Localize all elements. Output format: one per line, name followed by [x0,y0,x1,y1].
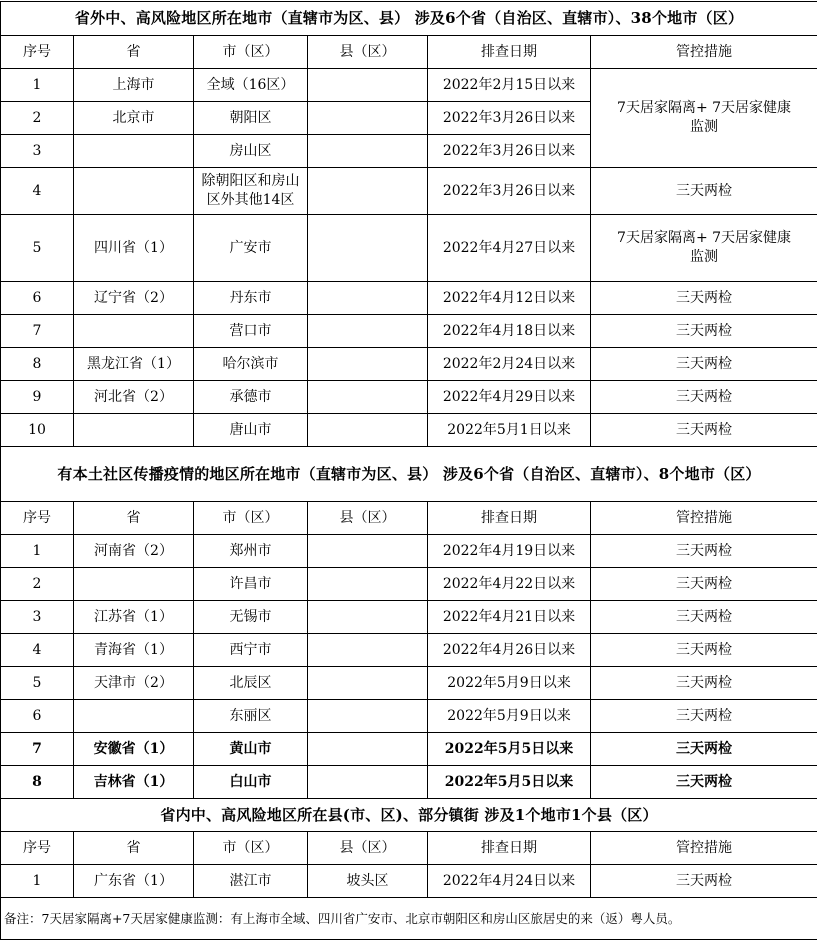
row-measure: 三天两检 [591,348,817,381]
row-no: 4 [1,634,74,667]
row-province [74,168,194,215]
header-city: 市（区） [194,36,308,69]
row-county [308,634,428,667]
header-measure: 管控措施 [591,36,817,69]
row-no: 3 [1,135,74,168]
table-row [1,348,817,381]
row-city: 全域（16区） [194,69,308,102]
header-no: 序号 [1,832,74,865]
row-date: 2022年2月15日以来 [428,69,591,102]
row-no: 1 [1,865,74,898]
row-county [308,315,428,348]
row-city: 朝阳区 [194,102,308,135]
table-row [1,700,817,733]
header-city: 市（区） [194,502,308,535]
row-no: 9 [1,381,74,414]
row-city: 湛江市 [194,865,308,898]
table-row [1,601,817,634]
row-measure-text: 7天居家隔离+ 7天居家健康监测 [617,230,791,265]
row-date: 2022年4月29日以来 [428,381,591,414]
row-measure: 三天两检 [591,381,817,414]
header-date: 排查日期 [428,832,591,865]
row-no: 3 [1,601,74,634]
row-measure: 三天两检 [591,535,817,568]
row-date: 2022年5月1日以来 [428,414,591,447]
header-city: 市（区） [194,832,308,865]
row-no: 2 [1,568,74,601]
row-date: 2022年4月19日以来 [428,535,591,568]
row-no: 10 [1,414,74,447]
header-measure: 管控措施 [591,832,817,865]
header-date: 排查日期 [428,36,591,69]
row-county [308,601,428,634]
table-row [1,381,817,414]
row-city: 承德市 [194,381,308,414]
row-city: 东丽区 [194,700,308,733]
row-no: 8 [1,348,74,381]
section1-title-row [1,2,817,36]
row-no: 5 [1,667,74,700]
row-county [308,766,428,799]
row-county: 坡头区 [308,865,428,898]
row-province [74,414,194,447]
table-row [1,733,817,766]
row-measure: 三天两检 [591,282,817,315]
row-county [308,102,428,135]
row-no: 7 [1,733,74,766]
row-county [308,568,428,601]
section2-title-row [1,447,817,502]
section1-header-row [1,36,817,69]
row-province: 上海市 [74,69,194,102]
table-row [1,634,817,667]
row-date: 2022年4月26日以来 [428,634,591,667]
note-row [1,898,817,940]
row-province: 青海省（1） [74,634,194,667]
row-province [74,135,194,168]
row-province: 广东省（1） [74,865,194,898]
row-county [308,414,428,447]
table-row [1,69,817,102]
section3-title: 省内中、高风险地区所在县(市、区)、部分镇街 涉及1个地市1个县（区） [1,799,817,832]
note-text: 备注：7天居家隔离+7天居家健康监测：有上海市全域、四川省广安市、北京市朝阳区和房山区旅居史的来（返）粤人员。 [1,898,817,940]
row-province: 辽宁省（2） [74,282,194,315]
row-county [308,168,428,215]
row-province: 黑龙江省（1） [74,348,194,381]
row-province: 江苏省（1） [74,601,194,634]
row-measure: 三天两检 [591,414,817,447]
row-measure: 三天两检 [591,865,817,898]
row-county [308,215,428,282]
row-county [308,381,428,414]
row-county [308,667,428,700]
row-date: 2022年4月18日以来 [428,315,591,348]
header-no: 序号 [1,36,74,69]
row-county [308,69,428,102]
header-date: 排查日期 [428,502,591,535]
table-row [1,667,817,700]
table-row [1,535,817,568]
section2-title: 有本土社区传播疫情的地区所在地市（直辖市为区、县） 涉及6个省（自治区、直辖市）、8个地市（区） [1,447,817,502]
row-no: 6 [1,282,74,315]
row-province: 安徽省（1） [74,733,194,766]
row-province [74,315,194,348]
row-no: 1 [1,69,74,102]
row-date: 2022年5月9日以来 [428,667,591,700]
row-county [308,535,428,568]
row-date: 2022年4月24日以来 [428,865,591,898]
row-province [74,700,194,733]
row-measure-merged [591,69,817,168]
table-row [1,315,817,348]
row-no: 2 [1,102,74,135]
row-measure: 三天两检 [591,168,817,215]
row-city: 除朝阳区和房山区外其他14区 [194,168,308,215]
header-province: 省 [74,36,194,69]
row-date: 2022年4月12日以来 [428,282,591,315]
row-measure: 三天两检 [591,766,817,799]
row-date: 2022年3月26日以来 [428,168,591,215]
row-measure: 三天两检 [591,601,817,634]
section2-header-row [1,502,817,535]
row-no: 7 [1,315,74,348]
row-city: 丹东市 [194,282,308,315]
table-row [1,568,817,601]
row-county [308,700,428,733]
header-county: 县（区） [308,502,428,535]
row-date: 2022年3月26日以来 [428,102,591,135]
row-measure: 三天两检 [591,667,817,700]
row-measure: 三天两检 [591,315,817,348]
row-city: 房山区 [194,135,308,168]
row-date: 2022年4月21日以来 [428,601,591,634]
table-row [1,414,817,447]
row-measure: 三天两检 [591,733,817,766]
row-measure: 三天两检 [591,568,817,601]
row-city: 广安市 [194,215,308,282]
row-no: 1 [1,535,74,568]
row-no: 8 [1,766,74,799]
row-city: 黄山市 [194,733,308,766]
section3-header-row [1,832,817,865]
row-province: 河南省（2） [74,535,194,568]
row-date: 2022年4月27日以来 [428,215,591,282]
row-province: 四川省（1） [74,215,194,282]
table-row [1,215,817,282]
table-row [1,766,817,799]
row-date: 2022年4月22日以来 [428,568,591,601]
row-measure: 三天两检 [591,700,817,733]
risk-area-table [0,1,817,940]
row-province [74,568,194,601]
row-city: 唐山市 [194,414,308,447]
table-row [1,282,817,315]
row-measure: 三天两检 [591,634,817,667]
row-city: 西宁市 [194,634,308,667]
row-city: 营口市 [194,315,308,348]
table-row [1,168,817,215]
row-county [308,348,428,381]
header-province: 省 [74,502,194,535]
header-county: 县（区） [308,36,428,69]
row-no: 5 [1,215,74,282]
header-no: 序号 [1,502,74,535]
row-county [308,733,428,766]
row-province: 天津市（2） [74,667,194,700]
section1-title: 省外中、高风险地区所在地市（直辖市为区、县） 涉及6个省（自治区、直辖市）、38个地市（区） [1,2,817,36]
row-date: 2022年2月24日以来 [428,348,591,381]
merged-measure-text: 7天居家隔离+ 7天居家健康监测 [617,100,791,135]
header-measure: 管控措施 [591,502,817,535]
row-city: 郑州市 [194,535,308,568]
row-no: 6 [1,700,74,733]
row-date: 2022年3月26日以来 [428,135,591,168]
row-date: 2022年5月9日以来 [428,700,591,733]
row-date: 2022年5月5日以来 [428,766,591,799]
section3-title-row [1,799,817,832]
row-date: 2022年5月5日以来 [428,733,591,766]
row-city: 哈尔滨市 [194,348,308,381]
row-city: 无锡市 [194,601,308,634]
row-county [308,135,428,168]
header-province: 省 [74,832,194,865]
row-no: 4 [1,168,74,215]
header-county: 县（区） [308,832,428,865]
row-measure [591,215,817,282]
table-row [1,865,817,898]
row-city: 白山市 [194,766,308,799]
row-city: 北辰区 [194,667,308,700]
row-county [308,282,428,315]
row-city: 许昌市 [194,568,308,601]
row-province: 吉林省（1） [74,766,194,799]
row-province: 北京市 [74,102,194,135]
row-province: 河北省（2） [74,381,194,414]
